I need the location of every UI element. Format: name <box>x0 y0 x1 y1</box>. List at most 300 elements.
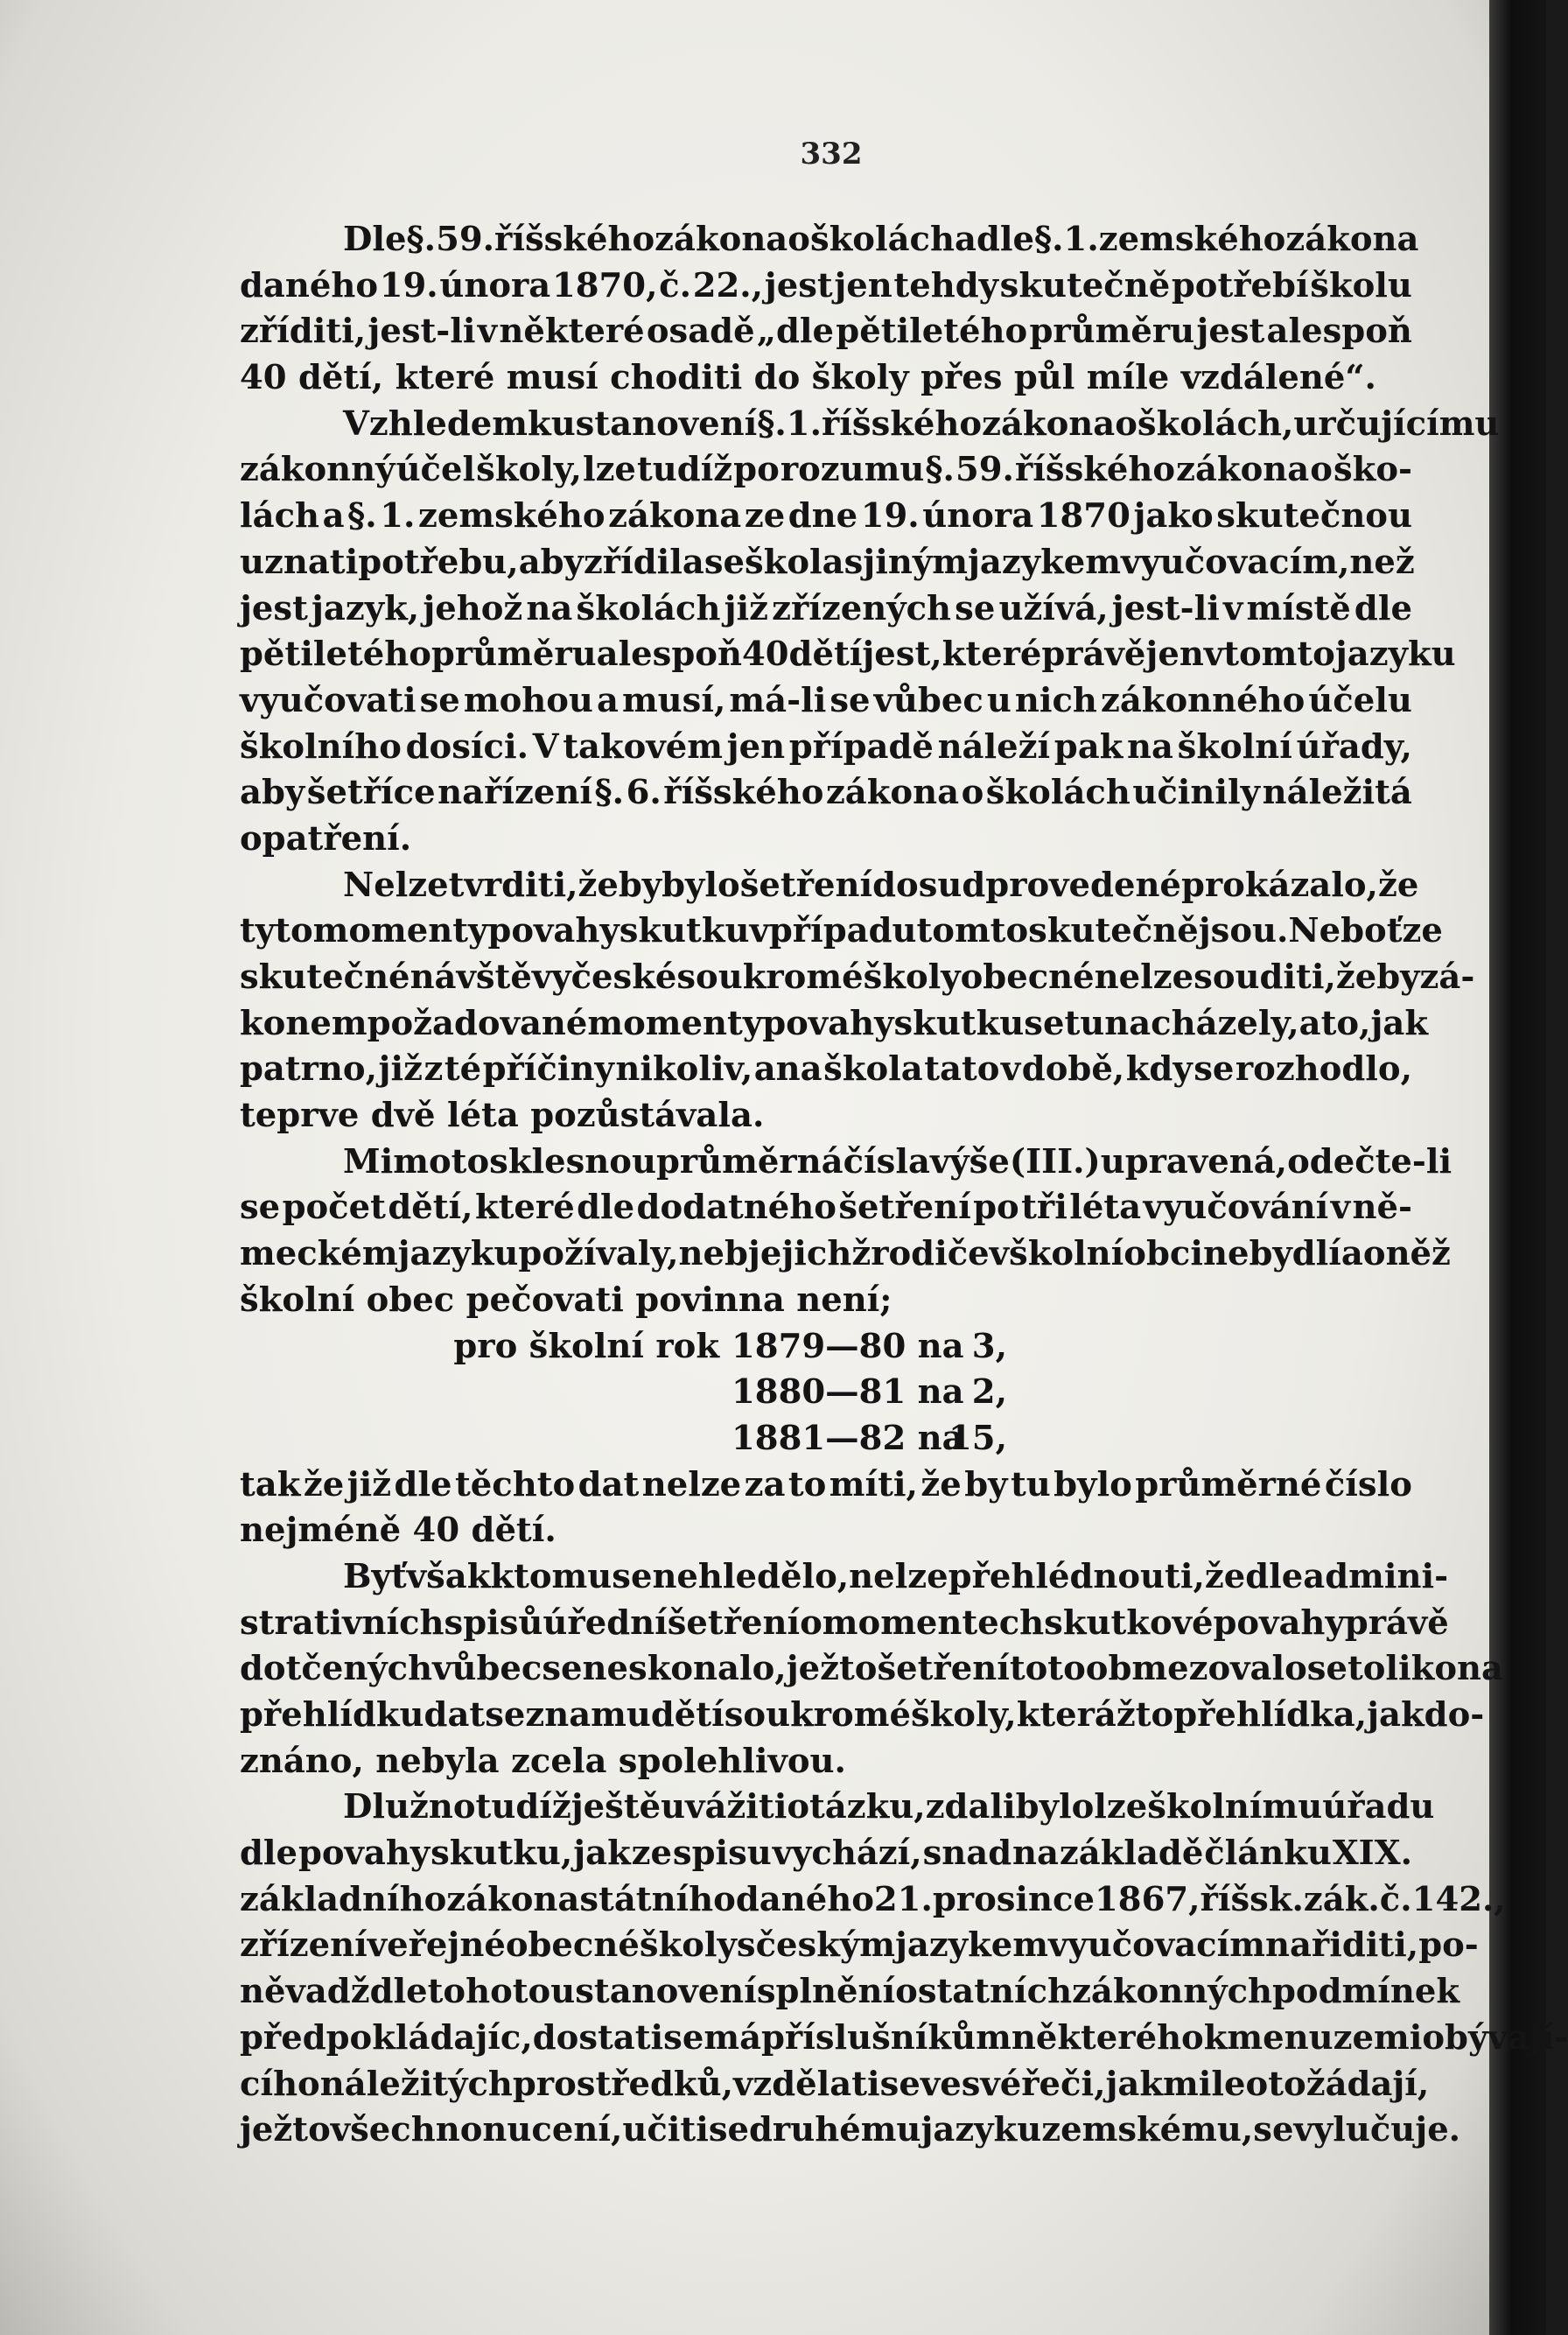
word: šetření <box>667 1602 801 1643</box>
text-line <box>240 309 1412 355</box>
word: cího <box>240 2064 320 2104</box>
word: kterážto <box>1016 1695 1174 1735</box>
word: se <box>830 680 871 720</box>
word: obci <box>1124 1234 1203 1274</box>
page-number: 332 <box>800 137 863 172</box>
word: školách, <box>1137 403 1294 444</box>
word: ostatních <box>895 1972 1073 2012</box>
word: nařiditi, <box>1264 1925 1419 1966</box>
word: právě <box>1344 1602 1449 1643</box>
word: skutečné <box>240 957 410 997</box>
word: se <box>1306 1649 1348 1689</box>
word: se <box>1253 2110 1294 2150</box>
word: dosíci. <box>405 726 529 767</box>
word: jest <box>240 588 308 628</box>
word: jsou. <box>1198 911 1289 951</box>
word: o <box>800 1602 822 1643</box>
word: že <box>1377 865 1419 905</box>
word: jest, <box>862 635 942 675</box>
word: veřejné <box>367 1925 506 1966</box>
text-line <box>240 1554 1449 1601</box>
word: v <box>1203 635 1224 675</box>
word: dle <box>369 1972 428 2012</box>
word: 1870 <box>1036 496 1130 536</box>
word: tak <box>240 1464 301 1504</box>
word: v <box>1000 1049 1021 1090</box>
word: §. <box>1034 220 1064 259</box>
text-line <box>240 1646 1503 1693</box>
word: pak <box>1054 726 1124 767</box>
word: tohoto <box>427 1972 551 2012</box>
word: ze <box>1402 911 1443 951</box>
word: nehledělo, <box>652 1556 850 1596</box>
word: škola <box>823 1049 923 1090</box>
word: čísla <box>843 1141 930 1182</box>
word: strativních <box>240 1602 444 1643</box>
word: dle <box>577 1188 635 1228</box>
word: nucení, <box>482 2110 623 2150</box>
word: 142., <box>1411 1879 1506 1919</box>
word: že <box>920 1464 962 1504</box>
word: skutečnou <box>1216 496 1412 536</box>
word: šetření <box>739 865 873 905</box>
word: vzdělati <box>733 2064 880 2104</box>
word: se <box>419 680 460 720</box>
word: 1. <box>786 403 822 444</box>
text-line: nejméně 40 dětí. <box>240 1511 556 1551</box>
word: školy <box>639 1925 737 1966</box>
word: 1867, <box>1095 1879 1200 1919</box>
word: rozumu <box>780 450 925 490</box>
word: na <box>526 588 573 628</box>
word: jazyku <box>1334 635 1456 675</box>
word: §. <box>757 403 787 444</box>
word: nich <box>1014 680 1097 720</box>
word: toliko <box>1347 1649 1458 1689</box>
word: náleží <box>937 726 1051 767</box>
word: dat <box>578 1464 640 1504</box>
word: zřídila <box>583 542 704 582</box>
word: povahy <box>762 1003 894 1043</box>
word: ustanovení <box>550 403 758 444</box>
word: skutku, <box>430 1834 573 1874</box>
word: že <box>1335 957 1377 997</box>
body-text <box>240 217 1568 2154</box>
word: v <box>1223 588 1243 628</box>
word: již <box>724 588 769 628</box>
word: šetření <box>877 1649 1010 1689</box>
word: školách <box>576 588 721 628</box>
word: počet <box>282 1188 386 1228</box>
school-year-label: pro školní rok <box>453 1326 719 1366</box>
word: učinily <box>1132 773 1261 813</box>
word: prosince <box>932 1879 1095 1919</box>
text-line <box>240 1693 1485 1739</box>
word: by <box>618 865 662 905</box>
word: jejichž <box>747 1234 872 1274</box>
word: nelze <box>641 1464 742 1504</box>
word: některého <box>1011 2017 1204 2058</box>
word: školní <box>1009 1234 1124 1274</box>
text-line <box>240 678 1412 725</box>
word: jest <box>764 265 833 305</box>
word: nařízení <box>438 773 592 813</box>
word: náležitých <box>319 2064 513 2104</box>
pupil-count: 15, <box>948 1418 1007 1458</box>
word: aby <box>518 542 584 582</box>
word: pětiletého <box>836 312 1028 352</box>
word: českým <box>755 1925 895 1966</box>
word: tu <box>1064 1003 1105 1043</box>
word: zákona <box>982 403 1116 444</box>
text-line <box>240 586 1412 633</box>
word: Mimo <box>343 1141 452 1182</box>
text-line <box>240 1877 1506 1924</box>
word: příčiny <box>482 1049 614 1090</box>
word: 59. <box>955 450 1014 490</box>
word: Neboť <box>1288 911 1403 951</box>
word: říšského <box>494 220 655 259</box>
word: prostředků, <box>512 2064 734 2104</box>
word: 19. <box>860 496 920 536</box>
word: by <box>1376 957 1420 997</box>
word: jak <box>573 1834 631 1874</box>
school-year-range: 1880—81 na <box>732 1372 964 1413</box>
word: povahy <box>487 911 620 951</box>
word: přehlídka, <box>1173 1695 1368 1735</box>
word: lze <box>1094 1787 1148 1827</box>
word: přehlídku <box>240 1695 424 1735</box>
word: dle <box>976 220 1034 259</box>
text-line <box>240 2062 1430 2108</box>
word: a <box>1298 1003 1321 1043</box>
word: 21. <box>873 1879 933 1919</box>
school-year-range: 1881—82 na <box>732 1418 964 1458</box>
word: v <box>477 312 498 352</box>
word: ně- <box>1352 1188 1412 1228</box>
word: na <box>1457 1649 1503 1689</box>
word: dětí <box>788 635 863 675</box>
word: se <box>663 2017 704 2058</box>
word: průměrné <box>1135 1464 1322 1504</box>
word: se <box>955 588 996 628</box>
word: Byť <box>343 1556 407 1596</box>
word: školnímu <box>1147 1787 1323 1827</box>
word: po <box>973 1188 1019 1228</box>
word: v <box>989 1234 1010 1274</box>
word: školy <box>863 957 961 997</box>
word: jak <box>1367 1695 1424 1735</box>
word: spisů <box>444 1602 543 1643</box>
word: školní <box>1177 726 1292 767</box>
word: všechno <box>330 2110 483 2150</box>
pupil-count: 3, <box>971 1326 1007 1366</box>
word: které <box>942 635 1042 675</box>
word: obecné <box>960 957 1095 997</box>
word: době, <box>1021 1049 1125 1090</box>
word: přehlédnouti, <box>948 1556 1205 1596</box>
word: dosud <box>872 865 986 905</box>
word: mohou <box>463 680 593 720</box>
word: říšského <box>663 773 824 813</box>
word: než <box>1349 542 1415 582</box>
word: požívaly, <box>518 1234 679 1274</box>
word: to <box>788 1464 827 1504</box>
word: se <box>542 1649 583 1689</box>
word: Dle <box>343 220 407 259</box>
text-line <box>240 217 1419 263</box>
word: dodatného <box>636 1188 836 1228</box>
word: jehož <box>423 588 523 628</box>
word: nebydlí <box>1202 1234 1341 1274</box>
word: snad <box>922 1834 1012 1874</box>
word: zákonných <box>1072 1972 1273 2012</box>
word: za <box>744 1464 786 1504</box>
word: §. <box>925 450 955 490</box>
word: požadované <box>367 1003 588 1043</box>
word: školního <box>240 726 402 767</box>
word: škola <box>745 542 844 582</box>
text-line <box>240 447 1412 494</box>
word: má-li <box>729 680 827 720</box>
word: státního <box>579 1879 736 1919</box>
word: zákona <box>1285 220 1419 259</box>
word: to <box>451 1141 490 1182</box>
word: kdy <box>1125 1049 1193 1090</box>
word: 22., <box>692 265 764 305</box>
word: tudíž <box>636 450 733 490</box>
word: se <box>240 1188 281 1228</box>
word: tomto <box>916 911 1029 951</box>
word: o <box>1245 2064 1269 2104</box>
word: tyto <box>240 911 313 951</box>
word: v <box>749 911 769 951</box>
text-line: znáno, nebyla zcela spolehlivou. <box>240 1741 846 1781</box>
word: a <box>596 680 619 720</box>
word: tomu <box>514 1556 612 1596</box>
text-line <box>240 1785 1435 1831</box>
word: říšského <box>1014 450 1176 490</box>
word: základního <box>240 1879 447 1919</box>
word: toto <box>1009 1649 1086 1689</box>
word: že <box>303 1464 345 1504</box>
word: skutkové <box>1044 1602 1214 1643</box>
word: potřebu, <box>358 542 519 582</box>
text-line <box>240 1601 1449 1647</box>
word: úřadu <box>1322 1787 1435 1827</box>
word: Vzhledem <box>343 403 528 444</box>
word: místě <box>1246 588 1351 628</box>
word: vyučovacím <box>1048 1925 1265 1966</box>
word: vůbec <box>873 680 984 720</box>
word: číslo <box>1324 1464 1412 1504</box>
word: skutečně <box>1028 911 1199 951</box>
word: č. <box>1379 1879 1412 1919</box>
word: musí, <box>621 680 726 720</box>
text-line <box>240 955 1475 1001</box>
word: jest <box>1196 312 1265 352</box>
word: obecné <box>505 1925 640 1966</box>
word: úřady, <box>1296 726 1412 767</box>
word: právě <box>1041 635 1146 675</box>
word: tato <box>924 1049 1000 1090</box>
word: obývají- <box>1422 2017 1568 2058</box>
word: náležitá <box>1262 773 1412 813</box>
word: dat <box>424 1695 486 1735</box>
word: u <box>986 680 1012 720</box>
word: ještě <box>570 1787 662 1827</box>
word: takovém <box>563 726 723 767</box>
text-line <box>240 770 1412 817</box>
word: a <box>955 220 976 259</box>
word: povahy <box>1213 1602 1345 1643</box>
text-line <box>240 1231 1451 1278</box>
text-line <box>240 1969 1460 2016</box>
word: své <box>961 2064 1022 2104</box>
word: zdali <box>925 1787 1016 1827</box>
word: a <box>322 496 345 536</box>
word: meckém <box>240 1234 398 1274</box>
word: dětí <box>650 1695 724 1735</box>
word: jazykem <box>894 1925 1048 1966</box>
word: neskonalo, <box>582 1649 787 1689</box>
school-year-row <box>240 1416 1412 1462</box>
text-line: teprve dvě léta pozůstávala. <box>240 1096 765 1136</box>
word: obmezovalo <box>1085 1649 1307 1689</box>
word: nacházely, <box>1104 1003 1299 1043</box>
text-line <box>240 1185 1412 1231</box>
text-line: opatření. <box>240 818 412 859</box>
text-line <box>240 2016 1568 2062</box>
word: ježto <box>786 1649 878 1689</box>
word: dostati <box>532 2017 664 2058</box>
word: dle <box>394 1464 452 1504</box>
word: 59. <box>436 220 495 259</box>
word: zemského <box>417 496 606 536</box>
word: momenty <box>587 1003 763 1043</box>
word: školu <box>1310 265 1412 305</box>
word: splnění <box>756 1972 896 2012</box>
word: příslušníkům <box>761 2017 1012 2058</box>
word: výše <box>929 1141 1010 1182</box>
word: skutečně <box>999 265 1171 305</box>
word: účelu <box>1308 680 1412 720</box>
word: jazykem <box>967 542 1121 582</box>
word: žádají, <box>1306 2064 1430 2104</box>
scan-edge <box>1489 0 1546 2335</box>
word: školách <box>985 773 1130 813</box>
word: říšského <box>822 403 983 444</box>
word: ana <box>753 1049 822 1090</box>
word: admini- <box>1303 1556 1449 1596</box>
word: jazyku <box>920 2110 1042 2150</box>
word: ve <box>920 2064 962 2104</box>
word: rodiče <box>871 1234 990 1274</box>
word: Nelze <box>343 865 449 905</box>
word: po- <box>1418 1925 1479 1966</box>
word: bylo <box>1015 1787 1095 1827</box>
word: provedené <box>985 865 1181 905</box>
word: ško- <box>1333 450 1412 490</box>
word: tu <box>1010 1464 1051 1504</box>
word: v <box>1330 1188 1351 1228</box>
word: uznati <box>240 542 359 582</box>
pupil-count: 2, <box>971 1372 1007 1413</box>
word: ze <box>744 496 786 536</box>
word: 1. <box>1063 220 1099 259</box>
word: dle <box>240 1834 298 1874</box>
word: rozhodlo, <box>1235 1049 1412 1090</box>
word: vůbec <box>432 1649 542 1689</box>
text-line <box>240 1831 1412 1877</box>
word: 19. <box>379 265 438 305</box>
word: tehdy <box>893 265 998 305</box>
word: ze <box>631 1834 673 1874</box>
word: odečte-li <box>1287 1141 1452 1182</box>
word: má <box>704 2017 762 2058</box>
word: V <box>532 726 559 767</box>
word: osadě <box>646 312 755 352</box>
word: vylučuje. <box>1293 2110 1461 2150</box>
text-line <box>240 1139 1452 1186</box>
word: souditi, <box>1194 957 1336 997</box>
word: §. <box>594 773 625 813</box>
word: by <box>964 1464 1008 1504</box>
word: prokázalo, <box>1180 865 1378 905</box>
word: 40 <box>741 635 789 675</box>
word: případu <box>768 911 917 951</box>
word: momenty <box>312 911 488 951</box>
word: vyučování <box>1143 1188 1329 1228</box>
word: o <box>1310 450 1333 490</box>
word: konem <box>240 1003 368 1043</box>
word: skutku <box>619 911 750 951</box>
word: skutku <box>893 1003 1025 1043</box>
word: upravená, <box>1100 1141 1288 1182</box>
word: šetříce <box>306 773 436 813</box>
word: dotčených <box>240 1649 433 1689</box>
word: případě <box>788 726 934 767</box>
text-line <box>240 1047 1412 1093</box>
word: uvážiti <box>661 1787 788 1827</box>
word: dětí, <box>388 1188 473 1228</box>
word: seznamu <box>485 1695 651 1735</box>
word: soukromé <box>724 1695 911 1735</box>
word: se <box>612 1556 653 1596</box>
text-line <box>240 632 1456 678</box>
word: o <box>961 773 984 813</box>
word: dle <box>1354 588 1412 628</box>
word: té <box>444 1049 482 1090</box>
word: jen <box>834 265 892 305</box>
word: zákona <box>825 773 960 813</box>
word: kmenu <box>1203 2017 1334 2058</box>
word: „dle <box>756 312 835 352</box>
word: zemskému, <box>1041 2110 1254 2150</box>
word: neb <box>678 1234 748 1274</box>
word: průměru <box>1029 312 1195 352</box>
word: předpokládajíc, <box>240 2017 533 2058</box>
word: s <box>736 1925 756 1966</box>
word: otázku, <box>787 1787 926 1827</box>
word: zákona <box>446 1879 580 1919</box>
word: (III.) <box>1009 1141 1101 1182</box>
word: na <box>1012 1834 1059 1874</box>
word: bylo <box>662 865 740 905</box>
text-line <box>240 725 1412 771</box>
word: února <box>922 496 1034 536</box>
word: podmínek <box>1272 1972 1460 2012</box>
